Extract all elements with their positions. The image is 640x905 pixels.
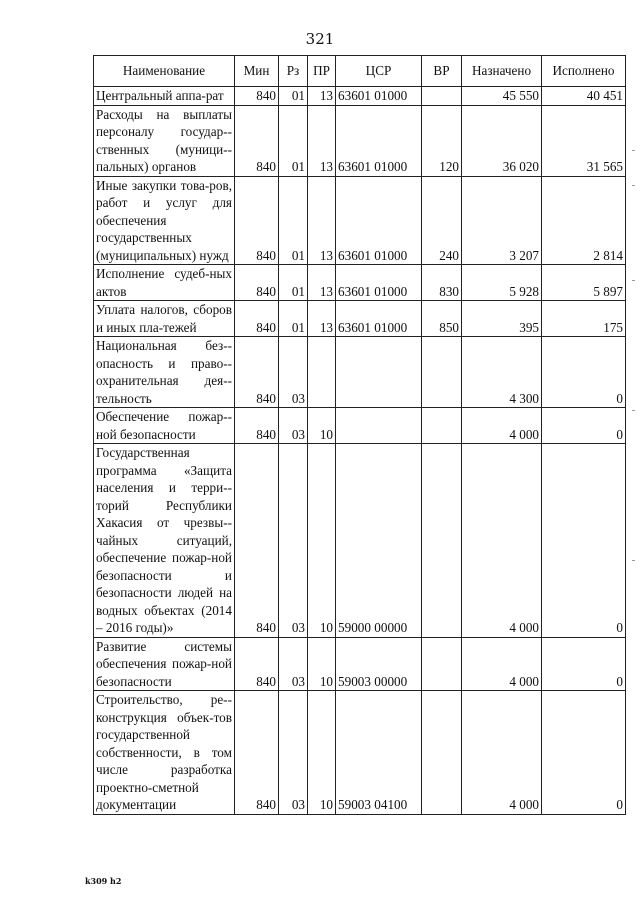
table-row <box>94 691 626 815</box>
row-name: Расходы на выплаты персоналу государ-ственных (муници-пальных) органов <box>94 105 235 176</box>
row-vr <box>422 408 462 444</box>
row-assigned: 4 000 <box>462 444 542 638</box>
row-assigned: 3 207 <box>462 176 542 265</box>
row-vr <box>422 87 462 106</box>
row-vr <box>422 637 462 691</box>
row-executed: 0 <box>542 444 626 638</box>
header-csr: ЦСР <box>336 56 422 87</box>
row-min: 840 <box>235 176 279 265</box>
row-pr: 13 <box>308 176 336 265</box>
row-pr: 10 <box>308 691 336 815</box>
row-vr: 830 <box>422 265 462 301</box>
row-assigned: 36 020 <box>462 105 542 176</box>
header-name: Наименование <box>94 56 235 87</box>
row-csr <box>336 337 422 408</box>
header-rz: Рз <box>279 56 308 87</box>
header-pr: ПР <box>308 56 336 87</box>
table-row <box>94 444 626 638</box>
row-pr: 10 <box>308 637 336 691</box>
row-executed: 0 <box>542 691 626 815</box>
row-rz: 03 <box>279 408 308 444</box>
row-min: 840 <box>235 265 279 301</box>
row-min: 840 <box>235 408 279 444</box>
row-rz: 03 <box>279 337 308 408</box>
row-pr: 13 <box>308 87 336 106</box>
row-name: Уплата налогов, сборов и иных пла-тежей <box>94 301 235 337</box>
table-row <box>94 265 626 301</box>
row-executed: 175 <box>542 301 626 337</box>
row-pr: 10 <box>308 408 336 444</box>
budget-table <box>93 55 626 815</box>
row-pr: 13 <box>308 105 336 176</box>
row-name: Исполнение судеб-ных актов <box>94 265 235 301</box>
row-name: Обеспечение пожар-ной безопасности <box>94 408 235 444</box>
page-number: 321 <box>305 30 335 48</box>
row-vr <box>422 691 462 815</box>
table-row <box>94 176 626 265</box>
row-csr: 59003 00000 <box>336 637 422 691</box>
row-csr: 63601 01000 <box>336 176 422 265</box>
row-rz: 01 <box>279 105 308 176</box>
table-row <box>94 337 626 408</box>
header-assigned: Назначено <box>462 56 542 87</box>
table-row <box>94 301 626 337</box>
row-pr: 10 <box>308 444 336 638</box>
row-name: Развитие системы обеспечения пожар-ной безопасности <box>94 637 235 691</box>
row-pr <box>308 337 336 408</box>
row-vr: 850 <box>422 301 462 337</box>
row-rz: 03 <box>279 691 308 815</box>
scan-mark <box>632 280 635 281</box>
row-executed: 0 <box>542 337 626 408</box>
row-csr: 59003 04100 <box>336 691 422 815</box>
row-name: Государственная программа «Защита населения и терри-торий Республики Хакасия от чрезвы-чайных ситуаций, обеспечение пожар-ной безопасности и безопасности людей на водных объектах (2014 – 2016 годы)» <box>94 444 235 638</box>
header-min: Мин <box>235 56 279 87</box>
row-csr: 63601 01000 <box>336 87 422 106</box>
row-name: Строительство, ре-конструкция объек-тов государственной собственности, в том числе разработка проектно-сметной документации <box>94 691 235 815</box>
table-row <box>94 637 626 691</box>
row-rz: 01 <box>279 265 308 301</box>
row-min: 840 <box>235 337 279 408</box>
row-assigned: 4 300 <box>462 337 542 408</box>
row-min: 840 <box>235 301 279 337</box>
row-rz: 01 <box>279 176 308 265</box>
row-min: 840 <box>235 637 279 691</box>
row-assigned: 395 <box>462 301 542 337</box>
row-vr: 120 <box>422 105 462 176</box>
row-csr: 59000 00000 <box>336 444 422 638</box>
scan-mark <box>632 560 635 561</box>
row-rz: 01 <box>279 301 308 337</box>
footer-code: k309 h2 <box>85 876 122 886</box>
row-executed: 2 814 <box>542 176 626 265</box>
header-vr: ВР <box>422 56 462 87</box>
header-executed: Исполнено <box>542 56 626 87</box>
row-csr <box>336 408 422 444</box>
row-name: Центральный аппа-рат <box>94 87 235 106</box>
row-executed: 31 565 <box>542 105 626 176</box>
row-vr <box>422 444 462 638</box>
row-vr <box>422 337 462 408</box>
table-row <box>94 105 626 176</box>
row-min: 840 <box>235 87 279 106</box>
row-pr: 13 <box>308 265 336 301</box>
scan-mark <box>632 150 635 151</box>
scan-edge-marks <box>632 130 636 630</box>
row-csr: 63601 01000 <box>336 105 422 176</box>
row-min: 840 <box>235 691 279 815</box>
row-assigned: 5 928 <box>462 265 542 301</box>
scan-mark <box>632 410 635 411</box>
scan-mark <box>632 185 635 186</box>
row-assigned: 4 000 <box>462 408 542 444</box>
row-csr: 63601 01000 <box>336 265 422 301</box>
row-name: Иные закупки това-ров, работ и услуг для обеспечения государственных (муниципальных) нужд <box>94 176 235 265</box>
row-executed: 40 451 <box>542 87 626 106</box>
table-row <box>94 87 626 106</box>
row-assigned: 4 000 <box>462 691 542 815</box>
row-assigned: 45 550 <box>462 87 542 106</box>
row-pr: 13 <box>308 301 336 337</box>
row-vr: 240 <box>422 176 462 265</box>
row-rz: 03 <box>279 637 308 691</box>
row-min: 840 <box>235 105 279 176</box>
row-rz: 01 <box>279 87 308 106</box>
header-row <box>94 56 626 87</box>
row-name: Национальная без-опасность и право-охранительная дея-тельность <box>94 337 235 408</box>
row-executed: 0 <box>542 408 626 444</box>
row-rz: 03 <box>279 444 308 638</box>
row-min: 840 <box>235 444 279 638</box>
row-assigned: 4 000 <box>462 637 542 691</box>
row-executed: 0 <box>542 637 626 691</box>
row-csr: 63601 01000 <box>336 301 422 337</box>
table-row <box>94 408 626 444</box>
row-executed: 5 897 <box>542 265 626 301</box>
